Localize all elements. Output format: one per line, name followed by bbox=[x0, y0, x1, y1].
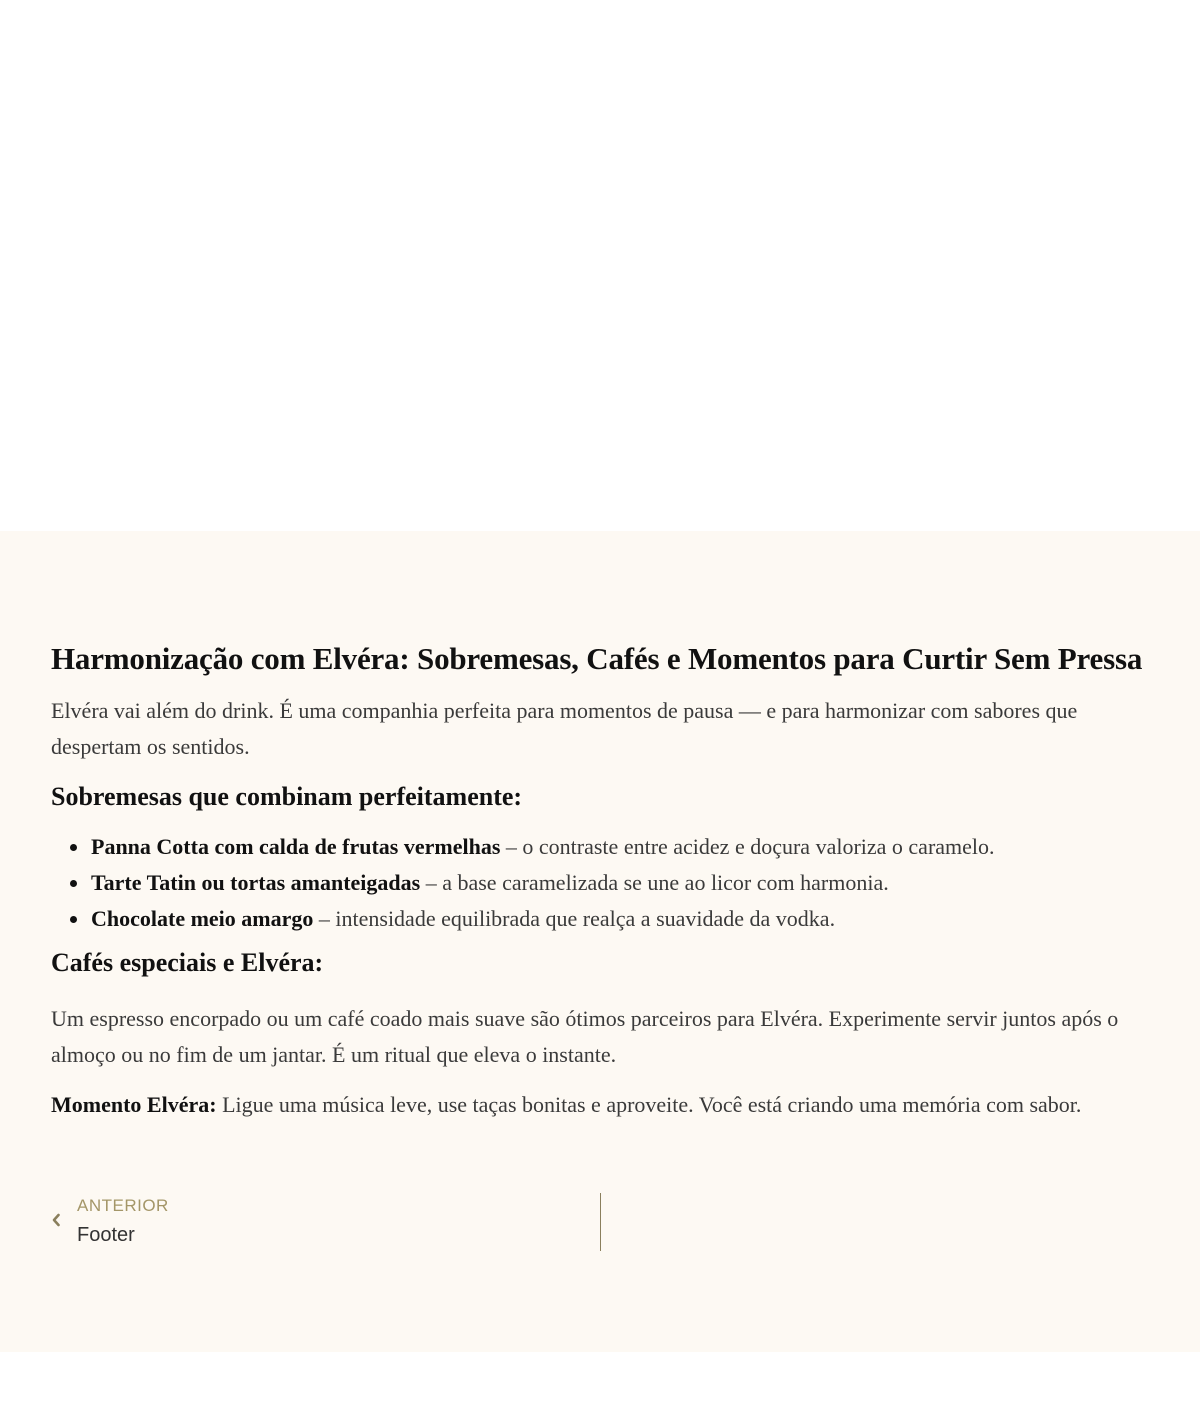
desserts-heading: Sobremesas que combinam perfeitamente: bbox=[51, 782, 523, 811]
article-section bbox=[0, 531, 1200, 1352]
dessert-name: Tarte Tatin ou tortas amanteigadas bbox=[91, 870, 421, 895]
nav-divider bbox=[600, 1193, 601, 1251]
article-content bbox=[51, 639, 1151, 1123]
chevron-left-icon bbox=[51, 1213, 61, 1227]
previous-post-title: Footer bbox=[77, 1224, 135, 1246]
coffee-heading: Cafés especiais e Elvéra: bbox=[51, 948, 324, 977]
top-blank-area bbox=[0, 0, 1200, 531]
dessert-name: Chocolate meio amargo bbox=[91, 906, 314, 931]
list-item bbox=[91, 901, 1151, 937]
article-intro: Elvéra vai além do drink. É uma companhia perfeita para momentos de pausa — e para harmonizar com sabores que despertam os sentidos. bbox=[51, 698, 1078, 759]
previous-label: ANTERIOR bbox=[77, 1196, 169, 1215]
dessert-description: – o contraste entre acidez e doçura valoriza o caramelo. bbox=[500, 834, 995, 859]
moment-paragraph bbox=[51, 1087, 1151, 1123]
list-item bbox=[91, 865, 1151, 901]
list-item bbox=[91, 829, 1151, 865]
moment-text: Ligue uma música leve, use taças bonitas e aproveite. Você está criando uma memória com sabor. bbox=[216, 1092, 1082, 1117]
coffee-paragraph: Um espresso encorpado ou um café coado mais suave são ótimos parceiros para Elvéra. Experimente servir juntos após o almoço ou no fim de um jantar. É um ritual que eleva o instante. bbox=[51, 1006, 1119, 1067]
dessert-description: – a base caramelizada se une ao licor com harmonia. bbox=[420, 870, 889, 895]
moment-label: Momento Elvéra: bbox=[51, 1092, 217, 1117]
dessert-description: – intensidade equilibrada que realça a suavidade da vodka. bbox=[313, 906, 836, 931]
post-navigation bbox=[51, 1193, 1151, 1251]
dessert-name: Panna Cotta com calda de frutas vermelhas bbox=[91, 834, 501, 859]
previous-post-link[interactable] bbox=[51, 1193, 351, 1251]
desserts-list bbox=[51, 829, 1151, 937]
article-title: Harmonização com Elvéra: Sobremesas, Cafés e Momentos para Curtir Sem Pressa bbox=[51, 641, 1143, 676]
